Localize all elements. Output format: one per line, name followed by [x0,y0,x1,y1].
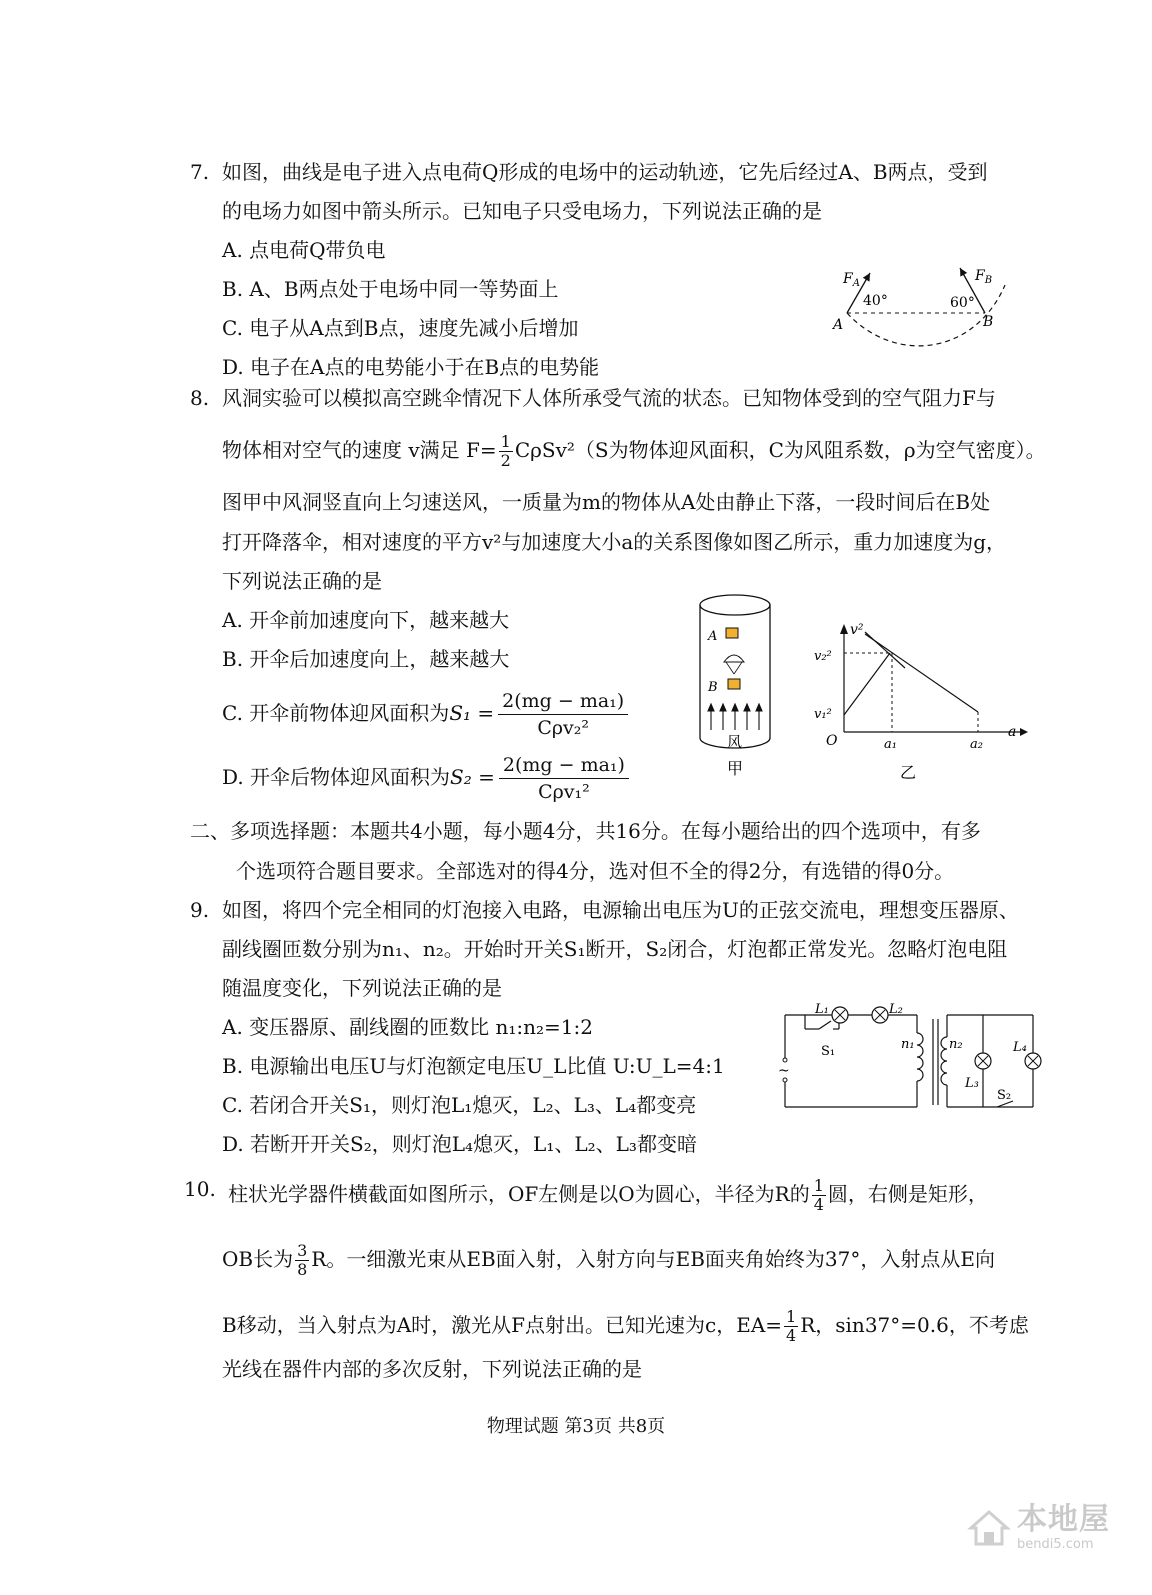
q7-number: 7. [190,160,210,184]
point-a-label: A [833,317,844,333]
q8-stem-line3: 图甲中风洞竖直向上匀速送风，一质量为m的物体从A处由静止下落，一段时间后在B处 [222,490,991,514]
section2-heading-line2: 个选项符合题目要求。全部选对的得4分，选对但不全的得2分，有选错的得0分。 [236,859,955,883]
q7-trajectory-figure [825,255,1025,355]
q10-stem-line4: 光线在器件内部的多次反射，下列说法正确的是 [222,1357,642,1381]
q9-number: 9. [190,898,210,922]
watermark-site: bendi5.com [1017,1537,1094,1552]
graph-v2-label: v₂² [814,649,832,664]
q10-stem-line1: 柱状光学器件横截面如图所示，OF左侧是以O为圆心，半径为R的 $\frac{1}{4}$ 圆，右侧是矩形， [228,1176,988,1214]
q10-stem-line3: B移动，当入射点为A时，激光从F点射出。已知光速为c，EA= $\frac{1}{4}$ R，sin37°=0.6，不考虑 [222,1307,1029,1345]
q7-stem-line2: 的电场力如图中箭头所示。已知电子只受电场力，下列说法正确的是 [222,199,822,223]
q8-stem-line4: 打开降落伞，相对速度的平方v²与加速度大小a的关系图像如图乙所示，重力加速度为g， [222,530,1007,554]
q8-stem-line1: 风洞实验可以模拟高空跳伞情况下人体所承受气流的状态。已知物体受到的空气阻力F与 [222,386,996,410]
q7-option-b: B. A、B两点处于电场中同一等势面上 [222,277,559,301]
graph-a1-label: a₁ [884,737,897,752]
fa-label: $F_A$ [843,271,860,289]
q10-number: 10. [184,1177,216,1201]
label-l3: L₃ [965,1076,979,1091]
falling-line [865,634,978,712]
tunnel-label-b: B [708,680,718,695]
point-b-label: B [983,314,994,330]
label-n1: n₁ [901,1037,915,1052]
q9-stem-line2: 副线圈匝数分别为n₁、n₂。开始时开关S₁断开，S₂闭合，灯泡都正常发光。忽略灯泡电阻 [222,937,1008,961]
wind-arrows [708,704,762,730]
angle-a: 40° [863,293,888,309]
angle-b: 60° [950,295,975,311]
q10-stem-line2: OB长为 $\frac{3}{8}$ R。一细激光束从EB面入射，入射方向与EB面夹角始终为37°，入射点从E向 [222,1241,995,1279]
object-at-a [726,628,738,638]
label-s1: S₁ [821,1044,836,1059]
crossing-line [865,632,905,668]
q7-stem-line1: 如图，曲线是电子进入点电荷Q形成的电场中的运动轨迹，它先后经过A、B两点，受到 [222,160,988,184]
label-l4: L₄ [1013,1040,1027,1055]
q9-stem-line3: 随温度变化，下列说法正确的是 [222,976,502,1000]
label-l2: L₂ [889,1002,903,1017]
watermark [969,1503,1110,1553]
q9-stem-line1: 如图，将四个完全相同的灯泡接入电路，电源输出电压为U的正弦交流电，理想变压器原、 [222,898,1019,922]
label-l1: L₁ [815,1002,829,1017]
section2-heading-line1: 二、多项选择题：本题共4小题，每小题4分，共16分。在每小题给出的四个选项中，有多 [190,819,981,843]
q8-stem-line2: 物体相对空气的速度 v满足 F= $\frac{1}{2}$ CρSv²（S为物体迎风面积，C为风阻系数，ρ为空气密度）。 [222,432,1046,470]
label-s2: S₂ [997,1088,1012,1103]
q9-option-d: D. 若断开开关S₂，则灯泡L₄熄灭，L₁、L₂、L₃都变暗 [222,1132,697,1156]
q8-v2-a-graph [810,620,1030,790]
graph-origin: O [826,733,838,749]
tunnel-label-a: A [708,629,718,644]
wind-label: 风 [727,733,743,751]
label-n2: n₂ [949,1037,963,1052]
object-at-b [728,679,740,689]
q7-option-c: C. 电子从A点到B点，速度先减小后增加 [222,316,579,340]
source-symbol: ~ [778,1063,790,1079]
q9-circuit-figure [775,1002,1055,1115]
parachute-icon [724,655,744,662]
q8-option-b: B. 开伞后加速度向上，越来越大 [222,647,510,671]
rising-line [844,653,890,715]
watermark-brand: 本地屋 [1017,1502,1110,1537]
fb-label: $F_B$ [975,268,993,286]
fig-jia-caption: 甲 [727,759,744,778]
q7-option-a: A. 点电荷Q带负电 [222,238,386,262]
q8-number: 8. [190,386,210,410]
q9-option-a: A. 变压器原、副线圈的匝数比 n₁:n₂=1:2 [222,1015,593,1039]
q9-option-b: B. 电源输出电压U与灯泡额定电压U_L比值 U:U_L=4:1 [222,1054,725,1078]
q8-stem-line5: 下列说法正确的是 [222,569,382,593]
fig-yi-caption: 乙 [900,763,917,782]
q8-option-c: C. 开伞前物体迎风面积为S₁ = 2(mg − ma₁) Cρv₂² [222,688,628,741]
graph-v1-label: v₁² [814,707,832,722]
graph-y-label: v² [850,622,864,638]
graph-a2-label: a₂ [970,737,983,752]
q7-option-d: D. 电子在A点的电势能小于在B点的电势能 [222,355,600,379]
q8-wind-tunnel-figure [690,590,780,790]
house-logo-icon [969,1508,1009,1548]
q8-option-d: D. 开伞后物体迎风面积为S₂ = 2(mg − ma₁) Cρv₁² [222,752,629,805]
page-footer: 物理试题 第3页 共8页 [486,1416,666,1437]
graph-x-label: a [1008,724,1017,740]
q8-option-a: A. 开伞前加速度向下，越来越大 [222,608,510,632]
q9-option-c: C. 若闭合开关S₁，则灯泡L₁熄灭，L₂、L₃、L₄都变亮 [222,1093,697,1117]
